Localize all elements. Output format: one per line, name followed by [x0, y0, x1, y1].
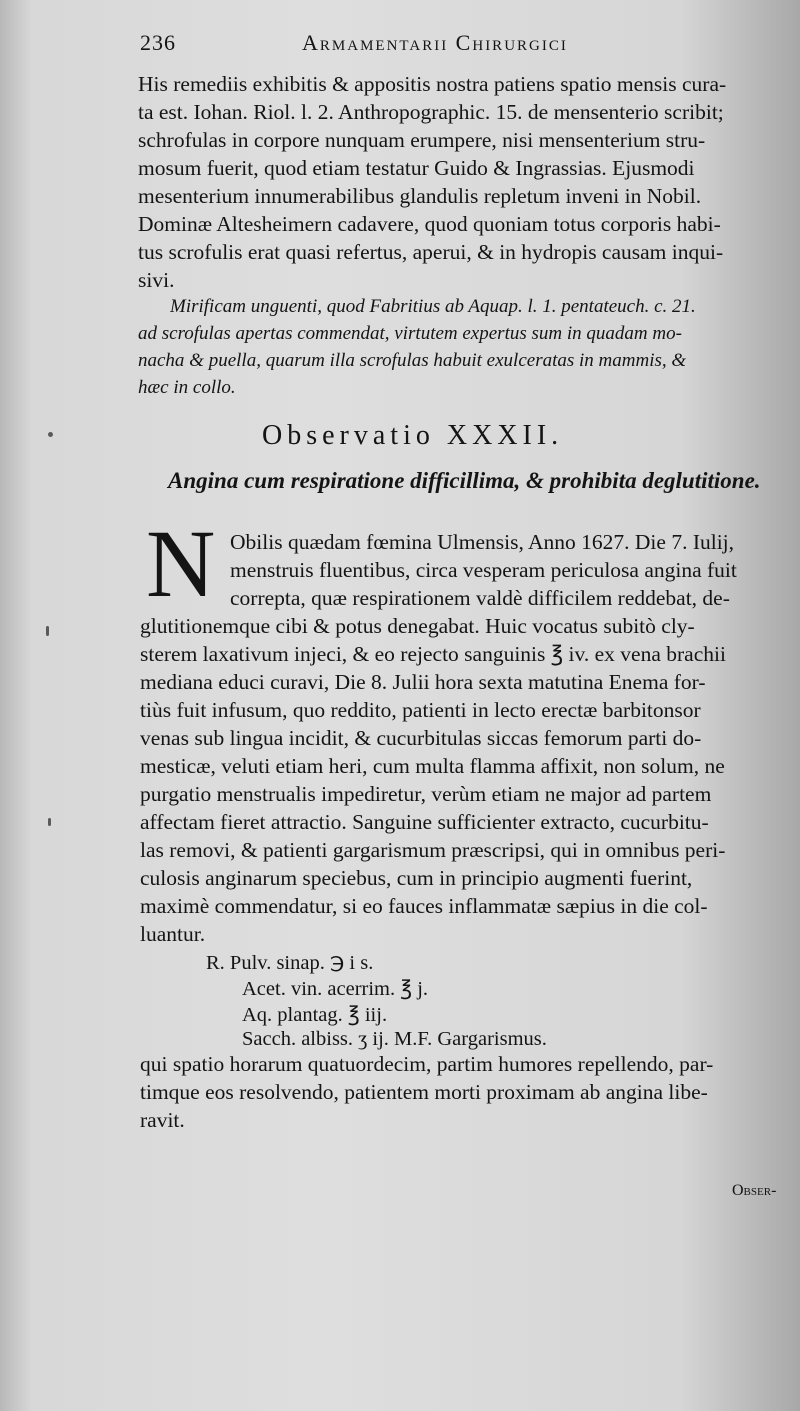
text-line: maximè commendatur, si eo fauces inflammatæ sæpius in die col- [140, 894, 708, 918]
text-line: luantur. [140, 922, 206, 946]
text-line: timque eos resolvendo, patientem morti proximam ab angina libe- [140, 1080, 708, 1104]
note-line: Mirificam unguenti, quod Fabritius ab Aquap. l. 1. pentateuch. c. 21. [170, 296, 696, 317]
note-line: ad scrofulas apertas commendat, virtutem expertus sum in quadam mo- [138, 323, 682, 344]
text-line: tus scrofulis erat quasi refertus, aperui, & in hydropis causam inqui- [138, 240, 724, 264]
text-line: ta est. Iohan. Riol. l. 2. Anthropographic. 15. de mensenterio scribit; [138, 100, 724, 124]
page-number: 236 [140, 30, 176, 55]
text-line: Dominæ Altesheimern cadavere, quod quoniam totus corporis habi- [138, 212, 721, 236]
text-line: purgatio menstrualis impediretur, verùm etiam ne major ad partem [140, 782, 712, 806]
running-title: Armamentarii Chirurgici [302, 30, 568, 55]
text-line: Obilis quædam fœmina Ulmensis, Anno 1627. Die 7. Iulij, [230, 530, 735, 554]
text-line: glutitionemque cibi & potus denegabat. Huic vocatus subitò cly- [140, 614, 695, 638]
note-line: hæc in collo. [138, 377, 236, 398]
text-line: venas sub lingua incidit, & cucurbitulas siccas femorum parti do- [140, 726, 702, 750]
text-line: sterem laxativum injeci, & eo rejecto sanguinis ℥ iv. ex vena brachii [140, 642, 726, 666]
note-line: nacha & puella, quarum illa scrofulas habuit exulceratas in mammis, & [138, 350, 687, 371]
text-line: mediana educi curavi, Die 8. Julii hora sexta matutina Enema for- [140, 670, 706, 694]
text-line: qui spatio horarum quatuordecim, partim humores repellendo, par- [140, 1052, 714, 1076]
observation-subtitle: Angina cum respiratione difficillima, & prohibita deglutitione. [168, 468, 761, 493]
text-line: affectam fieret attractio. Sanguine sufficienter extracto, cucurbitu- [140, 810, 709, 834]
recipe-line: Aq. plantag. ℥ iij. [242, 1004, 388, 1026]
text-line: culosis anginarum speciebus, cum in principio augmenti fuerint, [140, 866, 693, 890]
observation-heading: Observatio XXXII. [262, 420, 564, 451]
text-line: menstruis fluentibus, circa vesperam periculosa angina fuit [230, 558, 737, 582]
text-line: tiùs fuit infusum, quo reddito, patienti in lecto erectæ barbitonsor [140, 698, 701, 722]
catchword: Obser- [732, 1182, 777, 1199]
drop-cap: N [146, 510, 216, 617]
text-line: His remediis exhibitis & appositis nostra patiens spatio mensis cura- [138, 72, 727, 96]
recipe-line: R. Pulv. sinap. ℈ i s. [206, 952, 374, 974]
text-line: mesticæ, veluti etiam heri, cum multa flamma affixit, non solum, ne [140, 754, 725, 778]
ink-speck [48, 818, 51, 826]
ink-speck [48, 432, 53, 437]
recipe-line: Acet. vin. acerrim. ℥ j. [242, 978, 429, 1000]
text-line: correpta, quæ respirationem valdè difficilem reddebat, de- [230, 586, 730, 610]
text-line: mesenterium innumerabilibus glandulis repletum inveni in Nobil. [138, 184, 702, 208]
text-line: schrofulas in corpore nunquam erumpere, nisi mensenterium stru- [138, 128, 706, 152]
text-line: las removi, & patienti gargarismum præscripsi, qui in omnibus peri- [140, 838, 726, 862]
text-line: mosum fuerit, quod etiam testatur Guido & Ingrassias. Ejusmodi [138, 156, 695, 180]
text-line: sivi. [138, 268, 175, 292]
recipe-line: Sacch. albiss. ʒ ij. M.F. Gargarismus. [242, 1028, 547, 1050]
ink-speck [46, 626, 49, 636]
text-line: ravit. [140, 1108, 185, 1132]
